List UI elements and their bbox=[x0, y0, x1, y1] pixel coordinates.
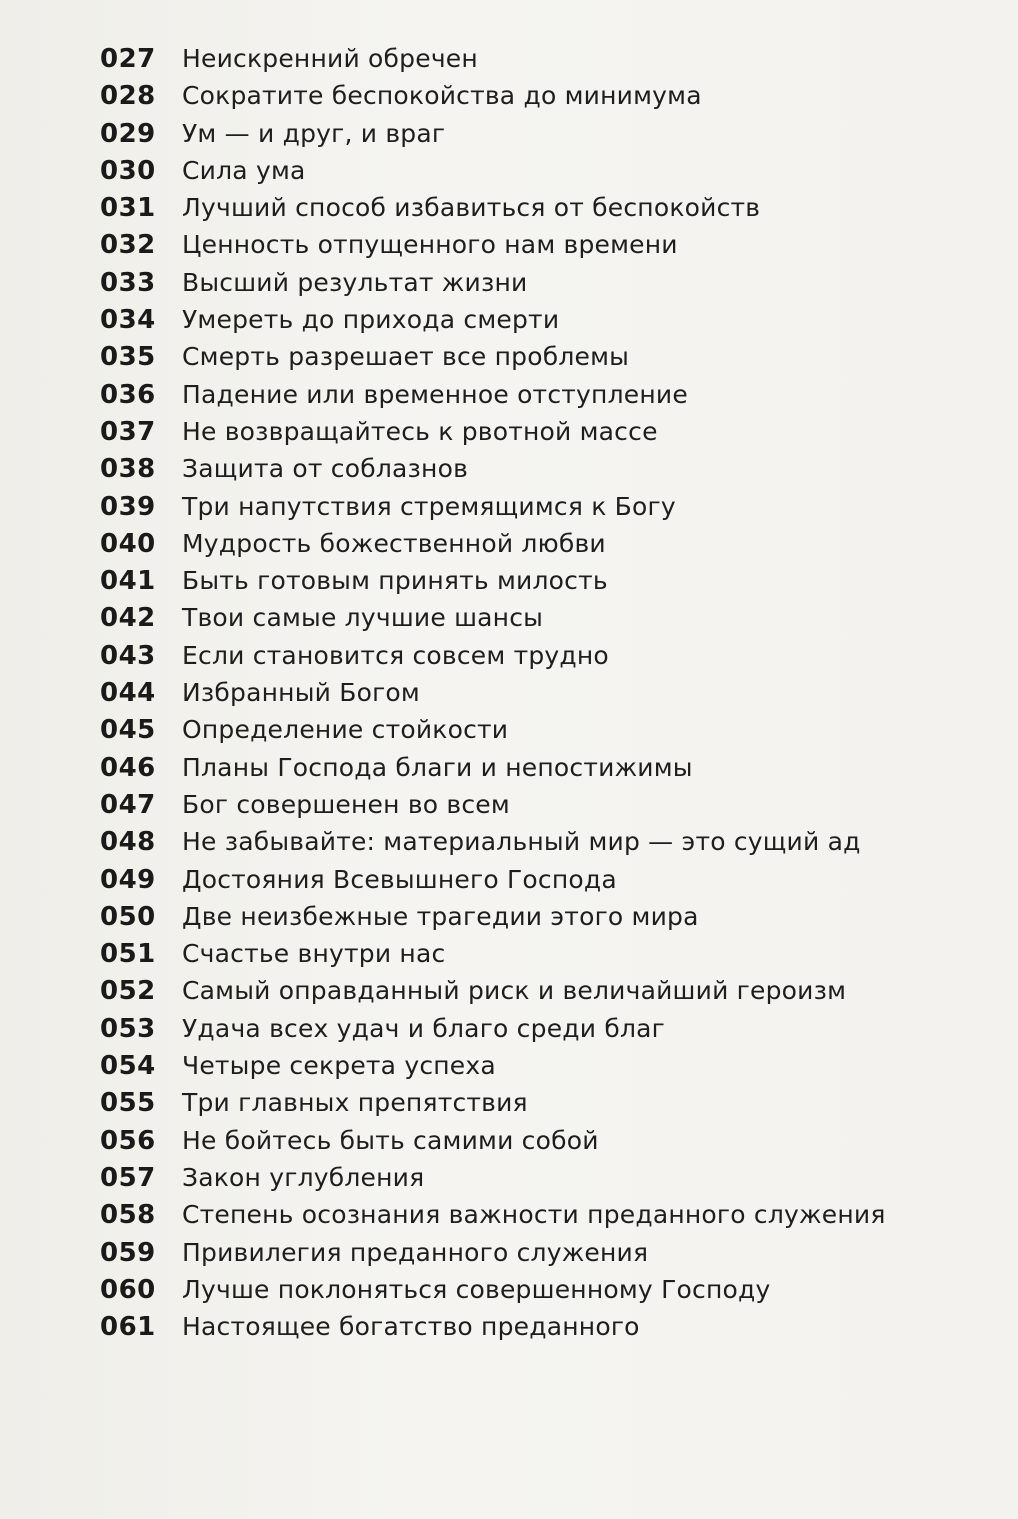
toc-entry bbox=[100, 1014, 1000, 1051]
toc-entry bbox=[100, 641, 1000, 678]
toc-entry bbox=[100, 678, 1000, 715]
toc-entry bbox=[100, 1163, 1000, 1200]
toc-entry-title: Сила ума bbox=[182, 155, 306, 185]
toc-entry bbox=[100, 603, 1000, 640]
toc-entry bbox=[100, 342, 1000, 379]
toc-entry-number: 033 bbox=[100, 267, 156, 298]
toc-entry bbox=[100, 417, 1000, 454]
toc-entry-title: Сократите беспокойства до минимума bbox=[182, 81, 702, 111]
toc-entry-number: 038 bbox=[100, 454, 156, 485]
toc-entry-title: Две неизбежные трагедии этого мира bbox=[182, 901, 699, 931]
toc-entry-number: 040 bbox=[100, 528, 156, 559]
toc-entry-number: 051 bbox=[100, 939, 156, 970]
toc-entry-title: Избранный Богом bbox=[182, 678, 420, 708]
toc-entry bbox=[100, 193, 1000, 230]
toc-entry-number: 050 bbox=[100, 901, 156, 932]
toc-entry-number: 049 bbox=[100, 864, 156, 895]
toc-entry bbox=[100, 119, 1000, 156]
toc-entry bbox=[100, 454, 1000, 491]
toc-entry bbox=[100, 827, 1000, 864]
toc-entry-title: Три напутствия стремящимся к Богу bbox=[182, 491, 676, 521]
toc-entry-title: Защита от соблазнов bbox=[182, 454, 469, 484]
toc-entry-title: Самый оправданный риск и величайший героизм bbox=[182, 976, 847, 1006]
toc-entry-title: Ум — и друг, и враг bbox=[182, 118, 446, 148]
toc-entry-number: 052 bbox=[100, 976, 156, 1007]
toc-entry-number: 048 bbox=[100, 827, 156, 858]
toc-entry bbox=[100, 44, 1000, 81]
toc-entry-title: Умереть до прихода смерти bbox=[182, 305, 560, 335]
toc-entry-number: 029 bbox=[100, 118, 156, 149]
toc-entry-number: 044 bbox=[100, 678, 156, 709]
toc-entry-title: Определение стойкости bbox=[182, 715, 509, 745]
toc-entry-title: Бог совершенен во всем bbox=[182, 789, 510, 819]
toc-entry-number: 036 bbox=[100, 379, 156, 410]
toc-entry-number: 027 bbox=[100, 44, 156, 74]
toc-entry-number: 055 bbox=[100, 1088, 156, 1119]
toc-entry-number: 039 bbox=[100, 491, 156, 522]
toc-entry-number: 043 bbox=[100, 640, 156, 671]
toc-entry-number: 041 bbox=[100, 566, 156, 597]
toc-entry-number: 053 bbox=[100, 1013, 156, 1044]
toc-entry-title: Лучший способ избавиться от беспокойств bbox=[182, 193, 761, 223]
toc-entry-title: Степень осознания важности преданного служения bbox=[182, 1200, 886, 1230]
toc-entry-title: Если становится совсем трудно bbox=[182, 640, 609, 670]
toc-entry-number: 057 bbox=[100, 1162, 156, 1193]
toc-entry-title: Не забывайте: материальный мир — это сущий ад bbox=[182, 827, 861, 857]
toc-entry bbox=[100, 268, 1000, 305]
toc-entry bbox=[100, 1312, 1000, 1349]
toc-entry-title: Закон углубления bbox=[182, 1162, 425, 1192]
toc-entry-number: 030 bbox=[100, 155, 156, 186]
toc-entry-title: Не бойтесь быть самими собой bbox=[182, 1125, 599, 1155]
toc-entry-number: 056 bbox=[100, 1125, 156, 1156]
toc-entry-title: Падение или временное отступление bbox=[182, 379, 688, 409]
toc-entry-title: Быть готовым принять милость bbox=[182, 566, 608, 596]
toc-entry bbox=[100, 81, 1000, 118]
toc-entry-title: Твои самые лучшие шансы bbox=[182, 603, 544, 633]
toc-entry-number: 034 bbox=[100, 305, 156, 336]
toc-entry-title: Достояния Всевышнего Господа bbox=[182, 864, 617, 894]
table-of-contents bbox=[100, 44, 1000, 1349]
toc-entry bbox=[100, 1275, 1000, 1312]
toc-entry bbox=[100, 156, 1000, 193]
toc-entry-number: 046 bbox=[100, 752, 156, 783]
toc-entry-title: Четыре секрета успеха bbox=[182, 1051, 496, 1081]
toc-entry-title: Ценность отпущенного нам времени bbox=[182, 230, 678, 260]
toc-entry-title: Удача всех удач и благо среди благ bbox=[182, 1013, 666, 1043]
toc-entry-title: Три главных препятствия bbox=[182, 1088, 528, 1118]
toc-entry bbox=[100, 305, 1000, 342]
toc-entry-title: Привилегия преданного служения bbox=[182, 1237, 649, 1267]
toc-entry bbox=[100, 529, 1000, 566]
toc-entry-title: Высший результат жизни bbox=[182, 267, 528, 297]
toc-entry-number: 031 bbox=[100, 193, 156, 224]
toc-entry-number: 061 bbox=[100, 1312, 156, 1343]
toc-entry bbox=[100, 1088, 1000, 1125]
toc-entry-title: Лучше поклоняться совершенному Господу bbox=[182, 1274, 771, 1304]
toc-entry-number: 037 bbox=[100, 416, 156, 447]
toc-entry bbox=[100, 976, 1000, 1013]
toc-entry-title: Смерть разрешает все проблемы bbox=[182, 342, 630, 372]
toc-entry-number: 028 bbox=[100, 81, 156, 112]
toc-entry-number: 054 bbox=[100, 1051, 156, 1082]
toc-entry bbox=[100, 230, 1000, 267]
toc-entry-title: Планы Господа благи и непостижимы bbox=[182, 752, 693, 782]
toc-entry bbox=[100, 1238, 1000, 1275]
toc-entry-number: 058 bbox=[100, 1200, 156, 1231]
toc-entry-number: 035 bbox=[100, 342, 156, 373]
toc-entry bbox=[100, 566, 1000, 603]
toc-entry bbox=[100, 1200, 1000, 1237]
toc-entry bbox=[100, 865, 1000, 902]
toc-entry-number: 059 bbox=[100, 1237, 156, 1268]
toc-entry bbox=[100, 1051, 1000, 1088]
toc-entry-number: 042 bbox=[100, 603, 156, 634]
toc-entry-number: 045 bbox=[100, 715, 156, 746]
toc-entry-title: Неискренний обречен bbox=[182, 44, 478, 73]
toc-entry bbox=[100, 939, 1000, 976]
toc-entry-title: Не возвращайтесь к рвотной массе bbox=[182, 416, 658, 446]
toc-entry bbox=[100, 902, 1000, 939]
toc-entry bbox=[100, 753, 1000, 790]
toc-entry bbox=[100, 790, 1000, 827]
toc-entry bbox=[100, 380, 1000, 417]
toc-entry-title: Мудрость божественной любви bbox=[182, 528, 606, 558]
toc-entry-number: 047 bbox=[100, 789, 156, 820]
toc-entry-number: 060 bbox=[100, 1274, 156, 1305]
toc-entry bbox=[100, 1126, 1000, 1163]
toc-entry bbox=[100, 715, 1000, 752]
toc-entry bbox=[100, 492, 1000, 529]
toc-entry-number: 032 bbox=[100, 230, 156, 261]
toc-entry-title: Счастье внутри нас bbox=[182, 939, 446, 969]
toc-entry-title: Настоящее богатство преданного bbox=[182, 1312, 640, 1342]
